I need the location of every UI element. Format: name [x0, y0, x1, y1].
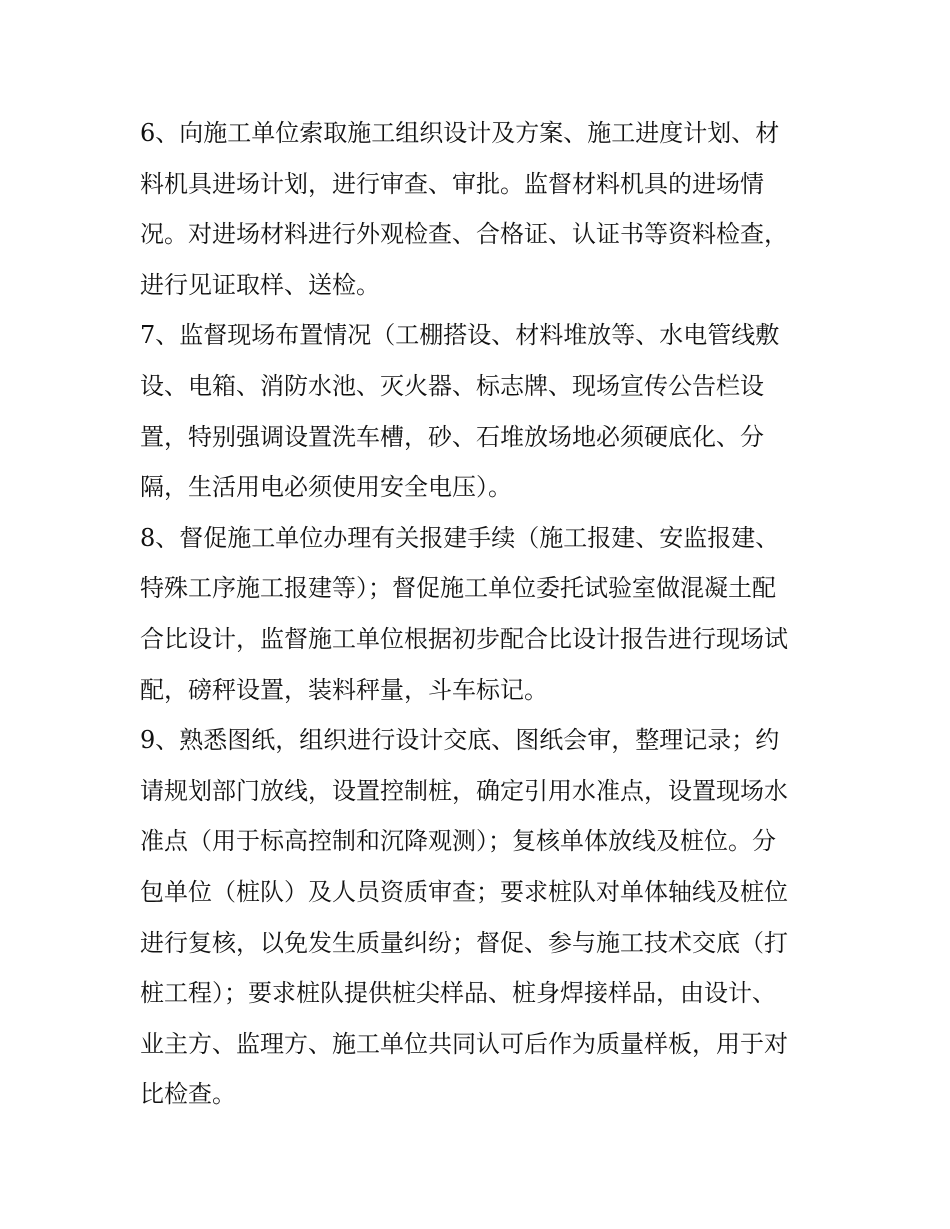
item-7-line-2: 设、电箱、消防水池、灭火器、标志牌、现场宣传公告栏设	[140, 371, 764, 400]
item-8-line-4: 配，磅秤设置，装料秤量，斗车标记。	[140, 675, 548, 704]
item-7-line-4: 隔，生活用电必须使用安全电压）。	[140, 473, 512, 502]
item-9-line-5: 进行复核，以免发生质量纠纷；督促、参与施工技术交底（打	[140, 928, 788, 957]
item-6-line-4: 进行见证取样、送检。	[140, 270, 380, 299]
item-8-line-2: 特殊工序施工报建等）；督促施工单位委托试验室做混凝土配	[140, 574, 776, 603]
item-9-line-3: 准点（用于标高控制和沉降观测）；复核单体放线及桩位。分	[140, 827, 776, 856]
item-9-line-1: 9、熟悉图纸，组织进行设计交底、图纸会审，整理记录；约	[140, 726, 780, 755]
document-body	[140, 108, 812, 1120]
item-7-line-1: 7、监督现场布置情况（工棚搭设、材料堆放等、水电管线敷	[140, 321, 780, 350]
item-9-line-2: 请规划部门放线，设置控制桩，确定引用水准点，设置现场水	[140, 776, 788, 805]
item-6-line-1: 6、向施工单位索取施工组织设计及方案、施工进度计划、材	[140, 119, 780, 147]
item-6-line-2: 料机具进场计划，进行审查、审批。监督材料机具的进场情	[140, 169, 764, 198]
item-8-line-1: 8、督促施工单位办理有关报建手续（施工报建、安监报建、	[140, 523, 780, 552]
item-9-line-8: 比检查。	[140, 1080, 236, 1109]
item-9-line-4: 包单位（桩队）及人员资质审查；要求桩队对单体轴线及桩位	[140, 877, 788, 906]
item-6-line-3: 况。对进场材料进行外观检查、合格证、认证书等资料检查，	[140, 220, 788, 249]
item-9-line-6: 桩工程）；要求桩队提供桩尖样品、桩身焊接样品，由设计、	[140, 979, 776, 1008]
item-8-line-3: 合比设计，监督施工单位根据初步配合比设计报告进行现场试	[140, 624, 788, 653]
item-7-line-3: 置，特别强调设置洗车槽，砂、石堆放场地必须硬底化、分	[140, 422, 764, 451]
item-9-line-7: 业主方、监理方、施工单位共同认可后作为质量样板，用于对	[140, 1029, 788, 1058]
